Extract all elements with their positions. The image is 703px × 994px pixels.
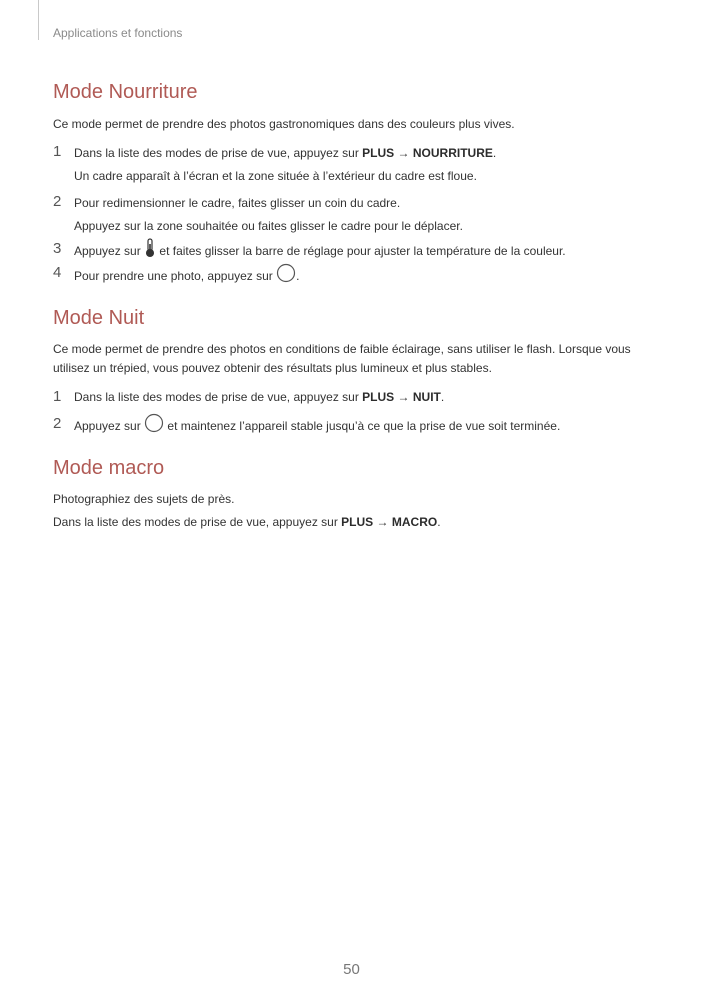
page-header: Applications et fonctions (53, 26, 183, 40)
macro-line-1: Photographiez des sujets de près. (53, 492, 235, 506)
menu-nourriture: NOURRITURE (412, 146, 493, 160)
macro-line-2: Dans la liste des modes de prise de vue, appuyez sur PLUS → MACRO. (53, 515, 441, 529)
thermometer-icon (144, 238, 156, 266)
step-number: 3 (53, 240, 62, 257)
food-step-4: Pour prendre une photo, appuyez sur . (74, 263, 664, 291)
section-title-macro: Mode macro (53, 457, 165, 479)
section-title-food: Mode Nourriture (53, 81, 198, 103)
food-intro: Ce mode permet de prendre des photos gastronomiques dans des couleurs plus vives. (53, 117, 515, 131)
step-number: 2 (53, 193, 62, 210)
food-step-1: Dans la liste des modes de prise de vue, appuyez sur PLUS → NOURRITURE. Un cadre apparaît à l’écran et la zone située à l’extérieur du cadre est floue. (74, 146, 497, 183)
shutter-button-icon (144, 413, 164, 441)
menu-nuit: NUIT (412, 390, 441, 404)
page-number: 50 (343, 961, 360, 978)
shutter-button-icon (276, 263, 296, 291)
step-number: 1 (53, 388, 62, 405)
menu-macro: MACRO (391, 515, 438, 529)
night-step-2: Appuyez sur et maintenez l’appareil stable jusqu’à ce que la prise de vue soit terminée. (74, 413, 664, 441)
menu-plus: PLUS (362, 390, 395, 404)
header-divider (38, 0, 39, 40)
step-number: 4 (53, 264, 62, 281)
food-step-3: Appuyez sur et faites glisser la barre de réglage pour ajuster la température de la couleur. (74, 238, 664, 266)
menu-plus: PLUS (362, 146, 395, 160)
menu-plus: PLUS (341, 515, 374, 529)
night-intro: Ce mode permet de prendre des photos en conditions de faible éclairage, sans utiliser le flash. Lorsque vous utilisez un trépied, vous pouvez obtenir des résultats plus lumineux et plus stables. (53, 342, 631, 375)
night-step-1: Dans la liste des modes de prise de vue, appuyez sur PLUS → NUIT. (74, 390, 445, 404)
step-number: 1 (53, 143, 62, 160)
step-number: 2 (53, 415, 62, 432)
section-title-night: Mode Nuit (53, 307, 145, 329)
food-step-2: Pour redimensionner le cadre, faites glisser un coin du cadre. Appuyez sur la zone souhaitée ou faites glisser le cadre pour le déplacer. (74, 196, 463, 233)
